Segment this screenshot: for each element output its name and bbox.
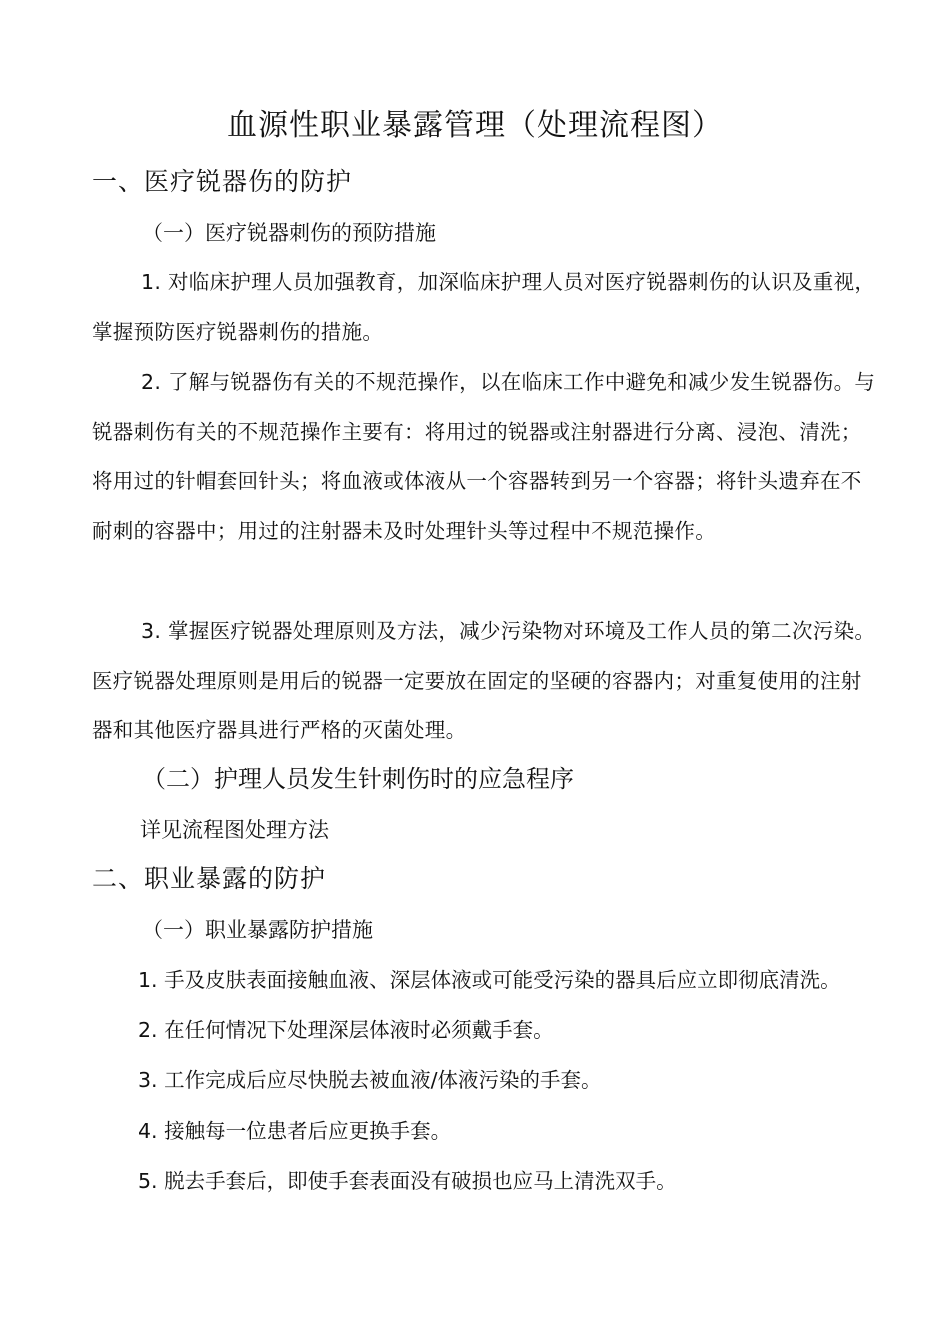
paragraph-1: 1. 对临床护理人员加强教育，加深临床护理人员对医疗锐器刺伤的认识及重视，掌握预防医疗锐器刺伤的措施。 [92,270,876,344]
list-item: 5. 脱去手套后，即使手套表面没有破损也应马上清洗双手。 [138,1169,677,1193]
document-title: 血源性职业暴露管理（处理流程图） [227,108,723,143]
subsection-heading-protection: （一）职业暴露防护措施 [142,918,373,942]
paragraph-3: 3. 掌握医疗锐器处理原则及方法，减少污染物对环境及工作人员的第二次污染。医疗锐器处理原则是用后的锐器一定要放在固定的坚硬的容器内；对重复使用的注射器和其他医疗器具进行严格的灭菌处理。 [92,619,876,743]
list-item: 1. 手及皮肤表面接触血液、深层体液或可能受污染的器具后应立即彻底清洗。 [138,968,841,992]
flowchart-reference-note: 详见流程图处理方法 [140,818,329,842]
list-item: 4. 接触每一位患者后应更换手套。 [138,1119,452,1143]
list-item: 3. 工作完成后应尽快脱去被血液/体液污染的手套。 [138,1068,602,1092]
section-heading-sharps-injury: 一、医疗锐器伤的防护 [92,167,353,196]
subsection-heading-prevention: （一）医疗锐器刺伤的预防措施 [142,221,436,245]
list-item: 2. 在任何情况下处理深层体液时必须戴手套。 [138,1018,554,1042]
paragraph-2: 2. 了解与锐器伤有关的不规范操作，以在临床工作中避免和减少发生锐器伤。与锐器刺伤有关的不规范操作主要有：将用过的锐器或注射器进行分离、浸泡、清洗；将用过的针帽套回针头；将血液或体液从一个容器转到另一个容器；将针头遗弃在不耐刺的容器中；用过的注射器未及时处理针头等过程中不规范操作。 [92,370,876,543]
subsection-heading-emergency: （二）护理人员发生针刺伤时的应急程序 [142,765,574,793]
section-heading-occupational-exposure: 二、职业暴露的防护 [92,864,327,893]
